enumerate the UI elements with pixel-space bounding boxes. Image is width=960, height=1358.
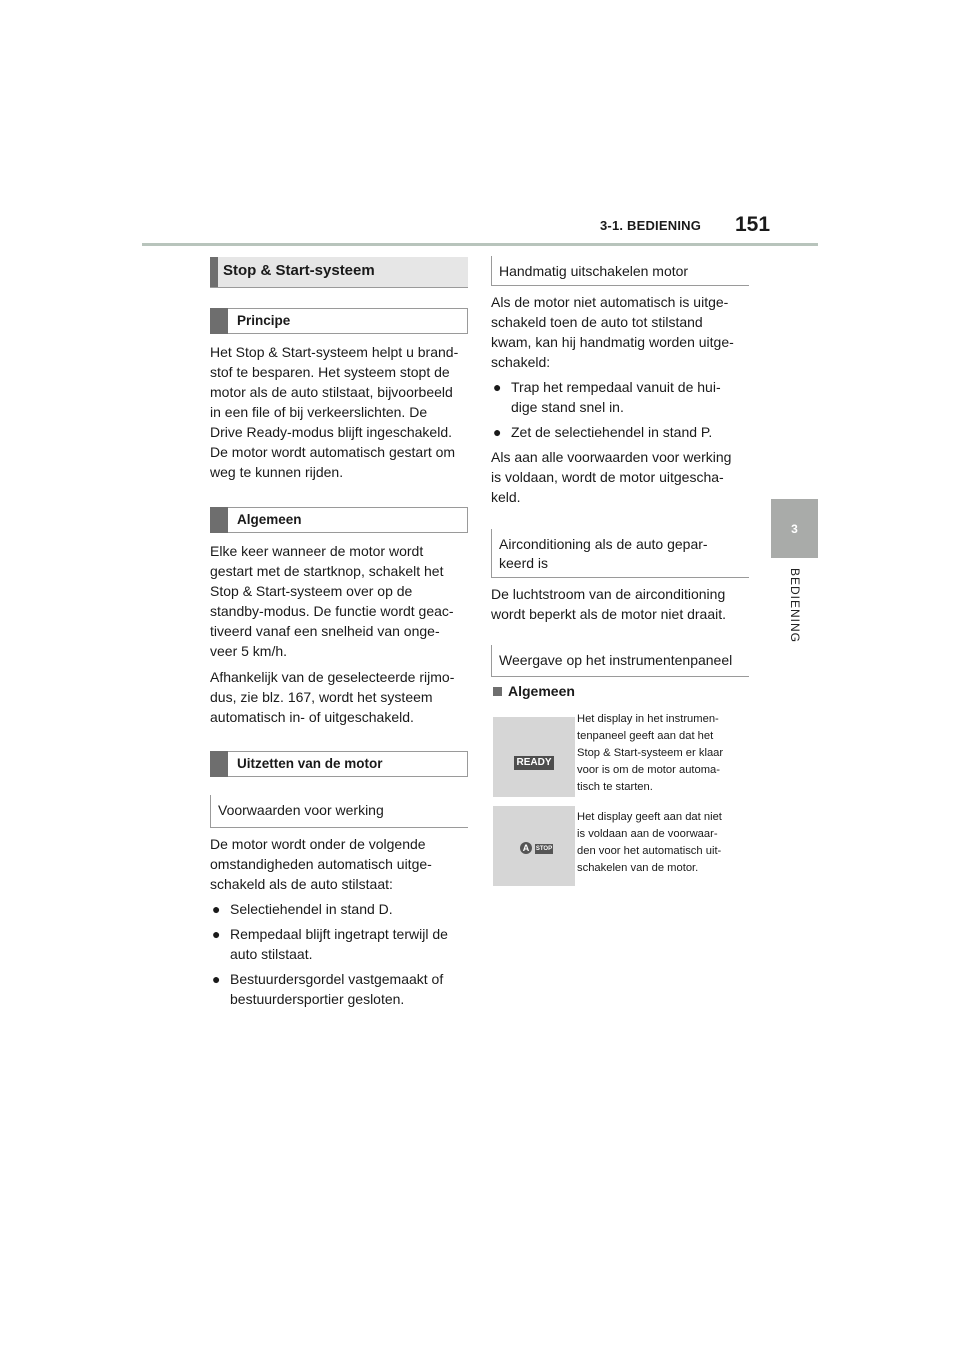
warning-icon: A: [520, 842, 532, 854]
bullet-icon: ●: [212, 926, 221, 942]
bullet-icon: ●: [493, 379, 502, 395]
ready-display-text: Het display in het instrumen- tenpaneel geeft aan dat het Stop & Start-systeem er klaar voor is om de motor automa- tisch te starten.: [577, 713, 724, 793]
chapter-label: BEDIENING: [788, 568, 802, 644]
algemeen-paragraph-2: Afhankelijk van de geselecteerde rijmo- dus, zie blz. 167, wordt het systeem automatisch in- of uitgeschakeld.: [210, 669, 455, 725]
principe-heading: [210, 308, 468, 334]
list-item-text: Selectiehendel in stand D.: [230, 901, 393, 917]
aircon-heading: [491, 529, 749, 578]
warning-display-image: [493, 806, 575, 886]
algemeen-subheading-text: Algemeen: [508, 683, 575, 699]
chapter-number: 3: [791, 521, 798, 536]
handmatig-after: Als aan alle voorwaarden voor werking is voldaan, wordt de motor uitgescha- keld.: [491, 449, 732, 505]
list-item-text: Trap het rempedaal vanuit de hui- dige stand snel in.: [511, 379, 721, 415]
weergave-heading: [491, 645, 749, 677]
bullet-icon: ●: [212, 971, 221, 987]
square-bullet-icon: [493, 687, 502, 696]
list-item: [212, 969, 474, 1009]
heading-bar: [210, 751, 228, 777]
algemeen-paragraph-1: Elke keer wanneer de motor wordt gestart met de startknop, schakelt het Stop & Start-systeem over op de standby-modus. De functie wordt geac- tiveerd vanaf een snelheid van onge- veer 5 km/h.: [210, 543, 454, 659]
principe-heading-text: Principe: [237, 313, 291, 328]
uitzetten-heading: [210, 751, 468, 777]
algemeen-heading-text: Algemeen: [237, 512, 302, 527]
section-title: 3-1. BEDIENING: [600, 218, 702, 233]
handmatig-intro: Als de motor niet automatisch is uitge- schakeld toen de auto tot stilstand kwam, kan hij handmatig worden uitge- schakeld:: [491, 294, 734, 370]
list-item: [493, 377, 755, 417]
principe-text: Het Stop & Start-systeem helpt u brand- stof te besparen. Het systeem stopt de motor als de auto stilstaat, bijvoorbeeld in een file of bij verkeerslichten. De Drive Ready-modus blijft ingeschakeld. De motor wordt automatisch gestart om weg te kunnen rijden.: [210, 344, 459, 480]
algemeen-subheading: [493, 683, 575, 699]
voorwaarden-intro: De motor wordt onder de volgende omstandigheden automatisch uitge- schakeld als de auto stilstaat:: [210, 836, 432, 892]
uitzetten-heading-text: Uitzetten van de motor: [237, 756, 383, 771]
bullet-icon: ●: [493, 424, 502, 440]
list-item-text: Bestuurdersgordel vastgemaakt of bestuurdersportier gesloten.: [230, 971, 444, 1007]
heading-bar: [210, 308, 228, 334]
handmatig-heading: [491, 256, 749, 286]
page-number: 151: [735, 213, 771, 236]
list-item-text: Rempedaal blijft ingetrapt terwijl de auto stilstaat.: [230, 926, 448, 962]
chapter-tab: [771, 499, 818, 558]
handmatig-heading-text: Handmatig uitschakelen motor: [499, 263, 689, 279]
main-heading: [210, 257, 468, 288]
aircon-heading-text: Airconditioning als de auto gepar- keerd is: [499, 536, 708, 571]
voorwaarden-heading: [210, 795, 468, 828]
list-item: [212, 899, 474, 919]
weergave-heading-text: Weergave op het instrumentenpaneel: [499, 652, 733, 668]
list-item: [212, 924, 474, 964]
header-rule: [142, 243, 818, 246]
voorwaarden-heading-text: Voorwaarden voor werking: [218, 802, 384, 818]
warning-display-text: Het display geeft aan dat niet is voldaan aan de voorwaar- den voor het automatisch uit- schakelen van de motor.: [577, 811, 722, 874]
stop-indicator: STOP: [535, 846, 553, 852]
algemeen-heading: [210, 507, 468, 533]
list-item: [493, 422, 755, 442]
ready-display-image: [493, 717, 575, 797]
main-heading-text: Stop & Start-systeem: [223, 262, 375, 279]
aircon-text: De luchtstroom van de airconditioning wordt beperkt als de motor niet draait.: [491, 586, 727, 622]
heading-bar: [210, 257, 218, 287]
ready-indicator: READY: [514, 756, 554, 770]
bullet-icon: ●: [212, 901, 221, 917]
heading-bar: [210, 507, 228, 533]
list-item-text: Zet de selectiehendel in stand P.: [511, 424, 713, 440]
